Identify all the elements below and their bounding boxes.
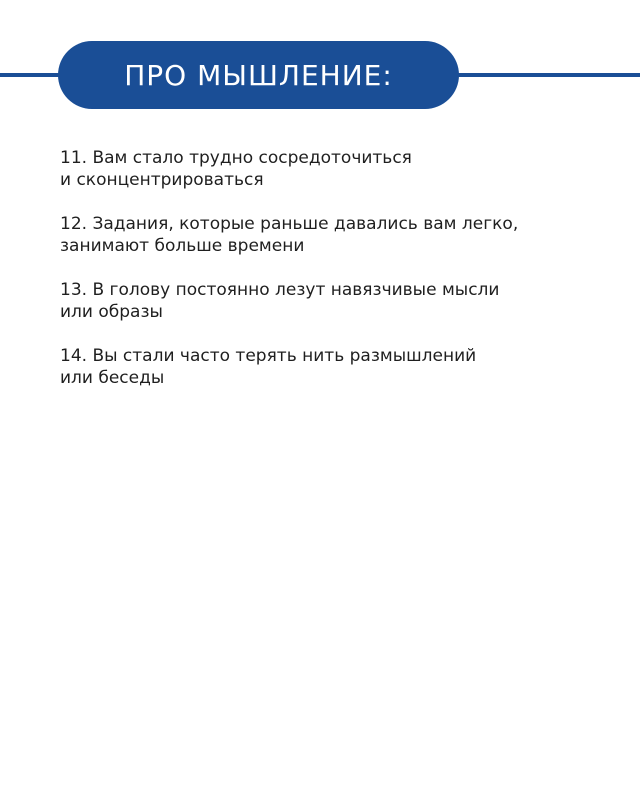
list-item <box>60 213 600 257</box>
page-title: ПРО МЫШЛЕНИЕ: <box>124 58 393 92</box>
list-item-line: занимают больше времени <box>60 236 305 256</box>
list-item-line: 12. Задания, которые раньше давались вам легко, <box>60 214 519 234</box>
header-banner <box>58 41 459 109</box>
list-item-line: и сконцентрироваться <box>60 170 264 190</box>
list-item-line: или образы <box>60 302 163 322</box>
symptom-list <box>60 147 600 411</box>
list-item-line: 11. Вам стало трудно сосредоточиться <box>60 148 412 168</box>
header-divider-right <box>450 73 640 77</box>
list-item <box>60 345 600 389</box>
list-item-line: 13. В голову постоянно лезут навязчивые мысли <box>60 280 500 300</box>
list-item-line: или беседы <box>60 368 165 388</box>
list-item <box>60 147 600 191</box>
list-item <box>60 279 600 323</box>
list-item-line: 14. Вы стали часто терять нить размышлений <box>60 346 477 366</box>
